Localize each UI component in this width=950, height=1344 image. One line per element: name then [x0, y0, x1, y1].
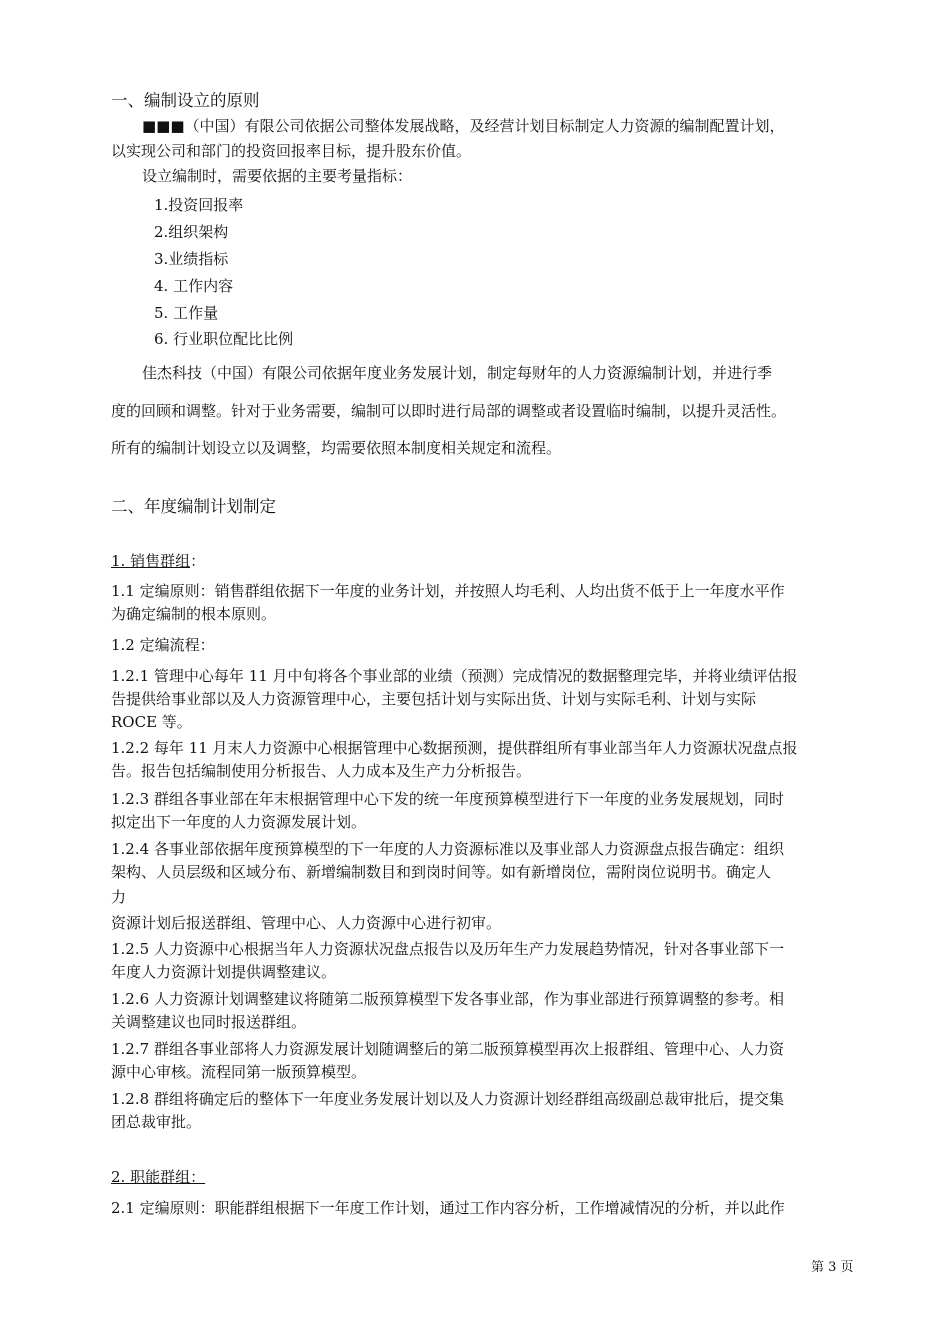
indicator-item: 2.组织架构 — [154, 223, 229, 241]
process-line: 告提供给事业部以及人力资源管理中心，主要包括计划与实际出货、计划与实际毛利、计划与实际 — [111, 690, 757, 708]
indicator-item: 4. 工作内容 — [154, 277, 234, 295]
process-line: 团总裁审批。 — [111, 1113, 202, 1131]
sales-process-title: 1.2 定编流程： — [111, 636, 215, 654]
indicator-item: 6. 行业职位配比比例 — [154, 330, 294, 348]
functional-principle-line-1: 2.1 定编原则：职能群组根据下一年度工作计划，通过工作内容分析，工作增减情况的分析，并以此作 — [111, 1199, 785, 1217]
process-line: 力 — [111, 888, 127, 906]
process-line: 1.2.5 人力资源中心根据当年人力资源状况盘点报告以及历年生产力发展趋势情况，针对各事业部下一 — [111, 940, 784, 958]
process-line: 1.2.8 群组将确定后的整体下一年度业务发展计划以及人力资源计划经群组高级副总裁审批后，提交集 — [111, 1090, 784, 1108]
section-1-paragraph-3-line-2: 度的回顾和调整。针对于业务需要，编制可以即时进行局部的调整或者设置临时编制，以提升灵活性。 — [111, 402, 787, 420]
process-line: ROCE 等。 — [111, 713, 192, 731]
process-line: 源中心审核。流程同第一版预算模型。 — [111, 1063, 367, 1081]
section-1-paragraph-1-line-1: ■■■（中国）有限公司依据公司整体发展战略，及经营计划目标制定人力资源的编制配置计划， — [142, 117, 785, 135]
section-1-paragraph-3-line-3: 所有的编制计划设立以及调整，均需要依照本制度相关规定和流程。 — [111, 439, 562, 457]
indicator-item: 5. 工作量 — [154, 304, 219, 322]
section-2-title: 二、年度编制计划制定 — [111, 497, 276, 516]
process-line: 1.2.2 每年 11 月末人力资源中心根据管理中心数据预测，提供群组所有事业部当年人力资源状况盘点报 — [111, 739, 798, 757]
indicator-item: 1.投资回报率 — [154, 196, 244, 214]
process-line: 1.2.1 管理中心每年 11 月中旬将各个事业部的业绩（预测）完成情况的数据整理完毕，并将业绩评估报 — [111, 667, 798, 685]
section-1-title: 一、编制设立的原则 — [111, 91, 260, 110]
process-line: 资源计划后报送群组、管理中心、人力资源中心进行初审。 — [111, 914, 502, 932]
indicator-item: 3.业绩指标 — [154, 250, 229, 268]
section-1-paragraph-3-line-1: 佳杰科技（中国）有限公司依据年度业务发展计划，制定每财年的人力资源编制计划，并进行季 — [142, 364, 773, 382]
process-line: 架构、人员层级和区域分布、新增编制数目和到岗时间等。如有新增岗位，需附岗位说明书。确定人 — [111, 863, 772, 881]
sales-group-heading-colon: ： — [190, 552, 206, 570]
process-line: 关调整建议也同时报送群组。 — [111, 1013, 307, 1031]
process-line: 1.2.6 人力资源计划调整建议将随第二版预算模型下发各事业部，作为事业部进行预算调整的参考。相 — [111, 990, 784, 1008]
sales-group-heading — [111, 550, 205, 572]
process-line: 1.2.3 群组各事业部在年末根据管理中心下发的统一年度预算模型进行下一年度的业务发展规划，同时 — [111, 790, 784, 808]
process-line: 1.2.4 各事业部依据年度预算模型的下一年度的人力资源标准以及事业部人力资源盘点报告确定：组织 — [111, 840, 784, 858]
section-1-paragraph-1-line-2: 以实现公司和部门的投资回报率目标，提升股东价值。 — [111, 142, 472, 160]
process-line: 年度人力资源计划提供调整建议。 — [111, 963, 337, 981]
sales-principle-line-1: 1.1 定编原则：销售群组依据下一年度的业务计划，并按照人均毛利、人均出货不低于上一年度水平作 — [111, 582, 785, 600]
process-line: 拟定出下一年度的人力资源发展计划。 — [111, 813, 367, 831]
page-number: 第 3 页 — [811, 1260, 854, 1275]
process-line: 1.2.7 群组各事业部将人力资源发展计划随调整后的第二版预算模型再次上报群组、管理中心、人力资 — [111, 1040, 784, 1058]
process-line: 告。报告包括编制使用分析报告、人力成本及生产力分析报告。 — [111, 762, 532, 780]
section-1-paragraph-2: 设立编制时，需要依据的主要考量指标： — [142, 167, 413, 185]
sales-principle-line-2: 为确定编制的根本原则。 — [111, 605, 277, 623]
functional-group-heading: 2. 职能群组： — [111, 1168, 206, 1186]
sales-group-heading-text: 1. 销售群组 — [111, 552, 191, 570]
